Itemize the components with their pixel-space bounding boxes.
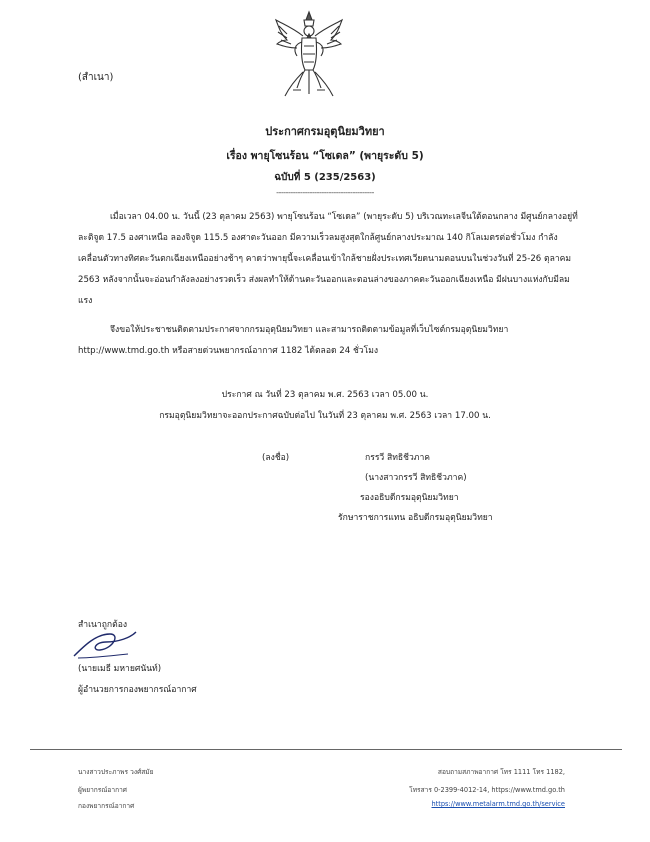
signer-position: รองอธิบดีกรมอุตุนิยมวิทยา (360, 493, 459, 503)
footer-contact-phone: สอบถามสภาพอากาศ โทร 1111 โทร 1182, (437, 768, 565, 776)
signer-acting-position: รักษาราชการแทน อธิบดีกรมอุตุนิยมวิทยา (338, 513, 493, 523)
announcement-number: ฉบับที่ 5 (235/2563) (274, 172, 376, 183)
next-notice: กรมอุตุนิยมวิทยาจะออกประกาศฉบับต่อไป ในวันที่ 23 ตุลาคม พ.ศ. 2563 เวลา 17.00 น. (159, 411, 491, 421)
footer-service-link[interactable]: https://www.metalarm.tmd.go.th/service (431, 800, 565, 808)
certified-copy-label: สำเนาถูกต้อง (78, 620, 128, 630)
footer-author: นางสาวประภาพร วงศ์สมัย (78, 768, 154, 776)
paragraph-1-text: เมื่อเวลา 04.00 น. วันนี้ (23 ตุลาคม 2563) พายุโซนร้อน “โซเดล” (พายุระดับ 5) บริเวณทะเลจีนใต้ตอนกลาง มีศูนย์กลางอยู่ที่ละติจูด 17.5 องศาเหนือ ลองจิจูด 115.5 องศาตะวันออก มีความเร็วลมสูงสุดใกล้ศูนย์กลางประมาณ 140 กิโลเมตรต่อชั่วโมง กำลังเคลื่อนตัวทางทิศตะวันตกเฉียงเหนืออย่างช้าๆ คาดว่าพายุนี้จะเคลื่อนเข้าใกล้ชายฝั่งประเทศเวียดนามตอนบนในช่วงวันที่ 25-26 ตุลาคม 2563 หลังจากนั้นจะอ่อนกำลังลงอย่างรวดเร็ว ส่งผลทำให้ด้านตะวันออกและตอนล่างของภาคตะวันออกเฉียงเหนือ มีฝนบางแห่งกับมีลมแรง (78, 212, 578, 306)
signer-name: กรรวี สิทธิชีวภาค (365, 453, 431, 463)
paragraph-2-text: จึงขอให้ประชาชนติดตามประกาศจากกรมอุตุนิยมวิทยา และสามารถติดตามข้อมูลที่เว็บไซต์กรมอุตุนิยมวิทยา http://www.tmd.go.th หรือสายด่วนพยากรณ์อากาศ 1182 ได้ตลอด 24 ชั่วโมง (78, 325, 509, 356)
body-paragraph-2 (78, 320, 578, 362)
footer-contact-fax: โทรสาร 0-2399-4012-14, https://www.tmd.go.th (409, 786, 565, 794)
signature-label: (ลงชื่อ) (262, 453, 290, 463)
footer-author-division: กองพยากรณ์อากาศ (78, 802, 135, 810)
title-separator: ----------------------------------------- (276, 188, 374, 197)
certifier-position: ผู้อำนวยการกองพยากรณ์อากาศ (78, 685, 197, 695)
signer-full-name: (นางสาวกรรวี สิทธิชีวภาค) (365, 473, 467, 483)
announcement-subject: เรื่อง พายุโซนร้อน “โซเดล” (พายุระดับ 5) (226, 150, 424, 162)
footer-divider (30, 749, 622, 750)
handwritten-signature-icon (70, 628, 140, 662)
certifier-name: (นายเมธี มหายศนันท์) (78, 664, 162, 674)
copy-label: (สำเนา) (78, 72, 114, 83)
footer-author-role: ผู้พยากรณ์อากาศ (78, 786, 127, 794)
announcement-title: ประกาศกรมอุตุนิยมวิทยา (265, 125, 385, 138)
body-paragraph-1 (78, 207, 578, 312)
garuda-emblem-icon (273, 10, 345, 98)
issued-date: ประกาศ ณ วันที่ 23 ตุลาคม พ.ศ. 2563 เวลา 05.00 น. (221, 390, 429, 400)
